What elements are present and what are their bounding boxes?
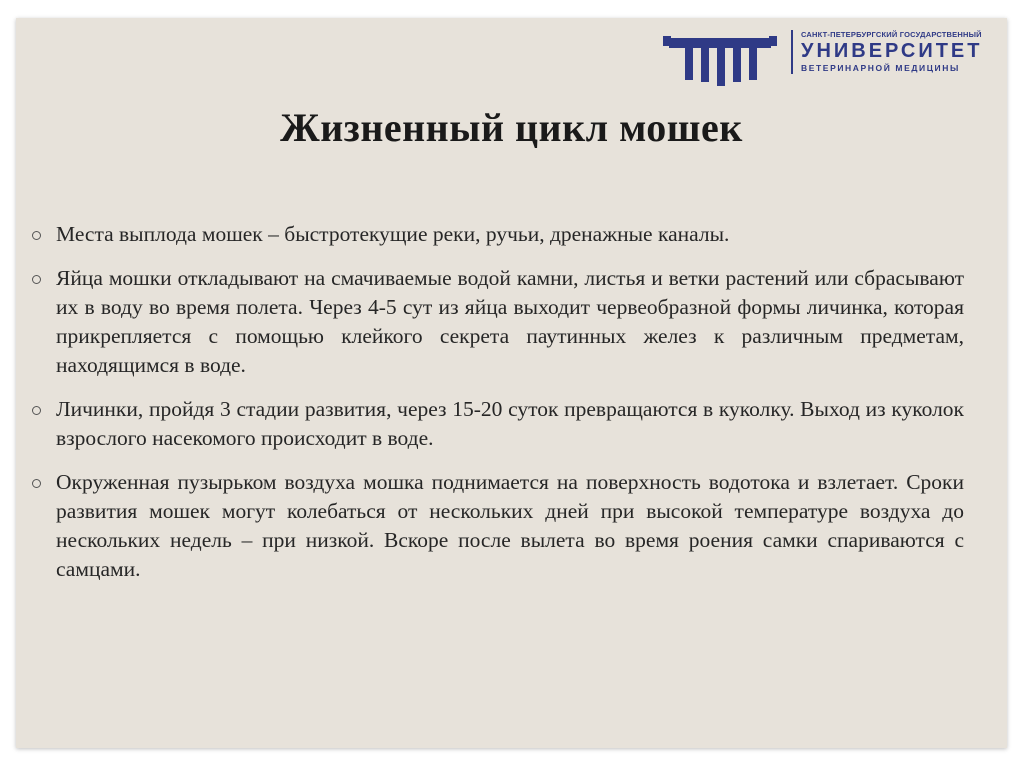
bullet-text: Яйца мошки откладывают на смачиваемые водой камни, листья и ветки растений или сбрасывают их в воду во время полета. Через 4-5 сут из яйца выходит червеобразной формы личинка, которая прикрепляется с помощью клейкого секрета паутинных желез к различным предметам, находящимся в воде. <box>56 266 964 377</box>
slide <box>16 18 1007 748</box>
bullet-circle-icon <box>32 231 41 240</box>
bullet-text: Личинки, пройдя 3 стадии развития, через 15-20 суток превращаются в куколку. Выход из куколок взрослого насекомого происходит в воде. <box>56 397 964 450</box>
bullet-circle-icon <box>32 275 41 284</box>
university-logo-icon <box>661 24 779 86</box>
bullet-item <box>30 395 964 453</box>
bullet-text: Окруженная пузырьком воздуха мошка поднимается на поверхность водотока и взлетает. Сроки развития мошек могут колебаться от нескольких дней при высокой температуре воздуха до нескольких недель – при низкой. Вскоре после вылета во время роения самки спариваются с самцами. <box>56 470 964 581</box>
logo-divider <box>791 30 793 74</box>
bullet-text: Места выплода мошек – быстротекущие реки, ручьи, дренажные каналы. <box>56 222 730 246</box>
bullet-list <box>30 220 964 599</box>
logo-line1: САНКТ-ПЕТЕРБУРГСКИЙ ГОСУДАРСТВЕННЫЙ <box>801 30 982 39</box>
bullet-circle-icon <box>32 479 41 488</box>
logo-line3: ВЕТЕРИНАРНОЙ МЕДИЦИНЫ <box>801 63 960 73</box>
slide-title: Жизненный цикл мошек <box>280 105 743 150</box>
bullet-item <box>30 468 964 584</box>
logo-text <box>801 30 1006 73</box>
bullet-circle-icon <box>32 406 41 415</box>
logo-line2: УНИВЕРСИТЕТ <box>801 40 983 62</box>
bullet-item <box>30 220 964 249</box>
university-logo <box>661 24 1006 86</box>
bullet-item <box>30 264 964 380</box>
